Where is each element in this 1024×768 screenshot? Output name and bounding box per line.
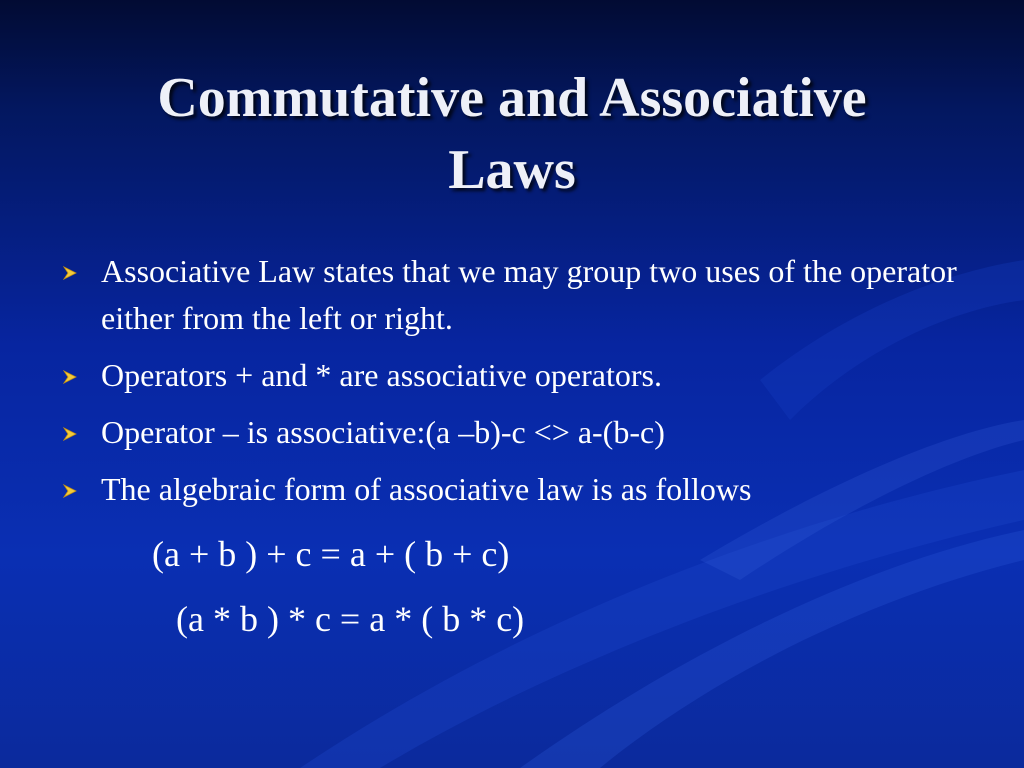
bullet-text: Associative Law states that we may group two uses of the operator either from the left or right. — [101, 253, 957, 336]
formula-addition: (a + b ) + c = a + ( b + c) — [152, 534, 510, 574]
title-line-1: Commutative and Associative — [157, 67, 867, 129]
arrowhead-bullet-icon — [63, 484, 77, 498]
arrowhead-bullet-icon — [63, 370, 77, 384]
bullet-item — [60, 352, 960, 399]
title-line-2: Laws — [448, 139, 576, 201]
bullet-item — [60, 248, 960, 342]
bullet-text: The algebraic form of associative law is as follows — [101, 471, 752, 507]
bullet-item — [60, 466, 960, 513]
arrowhead-bullet-icon — [63, 266, 77, 280]
bullet-list — [60, 248, 960, 523]
formula-multiplication: (a * b ) * c = a * ( b * c) — [176, 599, 525, 639]
bullet-text: Operator – is associative:(a –b)-c <> a-(b-c) — [101, 414, 665, 450]
arrowhead-bullet-icon — [63, 427, 77, 441]
bullet-text: Operators + and * are associative operators. — [101, 357, 662, 393]
slide-title — [40, 62, 984, 206]
bullet-item — [60, 409, 960, 456]
